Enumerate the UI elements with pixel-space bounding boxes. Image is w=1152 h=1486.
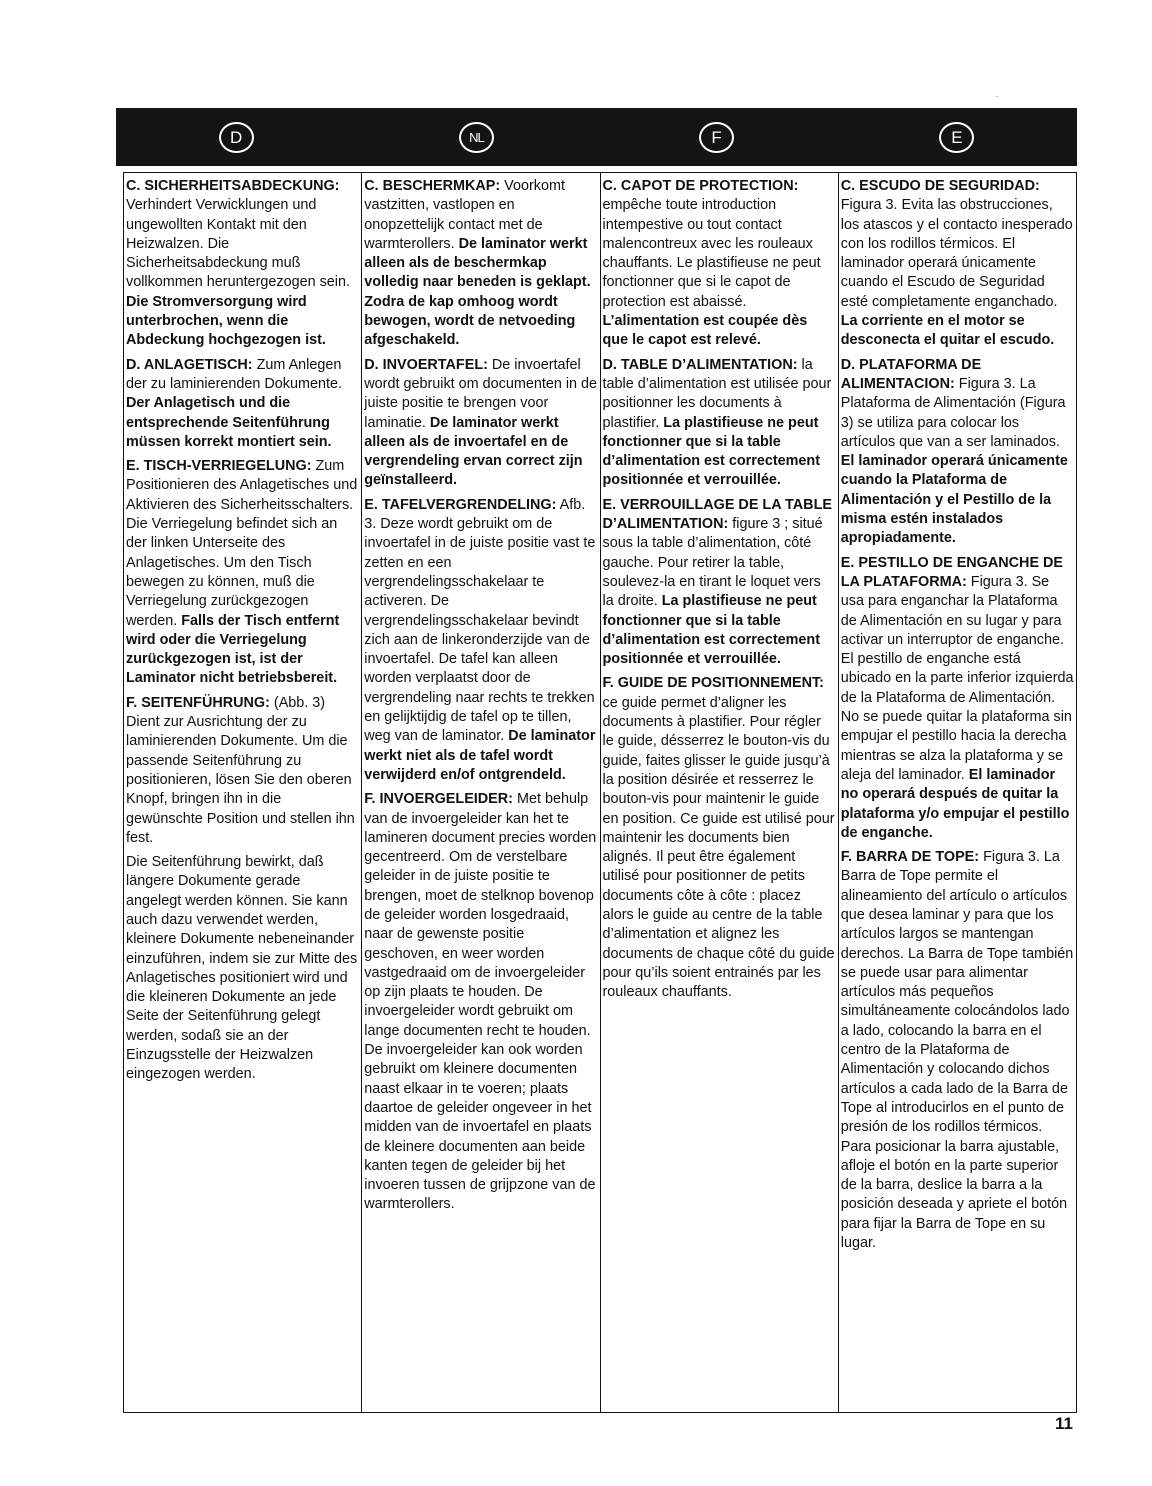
section-f-nl	[364, 790, 597, 1215]
section-warning: La plastifieuse ne peut fonctionner que si la table d’alimentation est correctement positionnée et verrouillée.	[602, 414, 821, 489]
section-text: Zum Positionieren des Anlagetisches und Aktivieren des Sicherheitsschalters. Die Verriegelung befindet sich an der linken Unterseite des Anlagetisches. Um den Tisch bewegen zu können, muß die Verriegelung zurückgezogen werden.	[126, 458, 358, 629]
section-warning: De laminator werkt niet als de tafel wordt verwijderd en/of ontgrendeld.	[364, 728, 596, 783]
page-number: 11	[1055, 1414, 1073, 1433]
column-es	[839, 173, 1076, 1412]
column-de	[124, 173, 362, 1412]
section-heading: C. CAPOT DE PROTECTION:	[602, 178, 799, 194]
section-c-nl	[364, 177, 597, 351]
section-warning: De laminator werkt alleen als de beschermkap volledig naar beneden is geklapt. Zodra de kap omhoog wordt bewogen, wordt de netvoeding afgeschakeld.	[364, 235, 591, 349]
section-heading: F. BARRA DE TOPE:	[840, 849, 980, 866]
section-heading: E. TAFELVERGRENDELING:	[364, 496, 557, 513]
section-warning: La plastifieuse ne peut fonctionner que si la table d’alimentation est correctement positionnée et verrouillée.	[602, 593, 821, 668]
section-text: (Abb. 3) Dient zur Ausrichtung der zu laminierenden Dokumente. Um die passende Seitenführung zu positionieren, lösen Sie den oberen Knopf, bringen ihn in die gewünschte Position und stellen ihn fest.	[126, 694, 355, 846]
section-warning: Der Anlagetisch und die entsprechende Seitenführung müssen korrekt montiert sein.	[126, 395, 332, 450]
section-c-de	[126, 177, 359, 351]
column-nl	[362, 173, 600, 1412]
section-text: Voorkomt vastzitten, vastlopen en onopzettelijk contact met de warmterollers.	[364, 178, 565, 252]
section-warning: L’alimentation est coupée dès que le capot est relevé.	[602, 313, 808, 349]
section-heading: E. TISCH-VERRIEGELUNG:	[126, 458, 312, 475]
section-f-es	[841, 848, 1074, 1253]
section-text: Verhindert Verwicklungen und ungewollten Kontakt mit den Heizwalzen. Die Sicherheitsabdeckung muß vollkommen heruntergezogen sein.	[126, 197, 350, 291]
section-heading: F. INVOERGELEIDER:	[364, 791, 513, 808]
section-warning: Falls der Tisch entfernt wird oder die Verriegelung zurückgezogen ist, ist der Laminator nicht betriebsbereit.	[126, 612, 340, 687]
section-heading: E. VERROUILLAGE DE LA TABLE D’ALIMENTATION:	[602, 496, 832, 533]
section-warning: Die Stromversorgung wird unterbrochen, wenn die Abdeckung hochgezogen ist.	[126, 293, 326, 349]
section-warning: De laminator werkt alleen als de invoertafel en de vergrendeling ervan correct zijn geïnstalleerd.	[364, 414, 583, 489]
section-heading: F. GUIDE DE POSITIONNEMENT:	[602, 675, 824, 692]
section-f-de-continued: Die Seitenführung bewirkt, daß längere Dokumente gerade angelegt werden können. Sie kann auch dazu verwendet werden, kleinere Dokumente nebeneinander einzuführen, indem sie zur Mitte des Anlagetisches positioniert wird und die kleineren Dokumente an jede Seite der Seitenführung gelegt werden, sodaß sie an der Einzugsstelle der Heizwalzen eingezogen werden.	[126, 854, 358, 1083]
section-d-fr	[603, 356, 836, 491]
lang-cell-es	[837, 122, 1077, 153]
section-f-fr	[603, 674, 836, 1002]
column-fr	[601, 173, 839, 1412]
section-heading: E. PESTILLO DE ENGANCHE DE LA PLATAFORMA:	[840, 554, 1064, 590]
section-text: la table d’alimentation est utilisée pour positionner les documents à plastifier.	[602, 356, 832, 431]
section-heading: C. BESCHERMKAP:	[364, 178, 501, 194]
section-heading: D. ANLAGETISCH:	[126, 356, 253, 373]
section-text: Figura 3. La Plataforma de Alimentación (Figura 3) se utiliza para colocar los artículos que van a ser laminados.	[840, 375, 1066, 450]
section-text: Met behulp van de invoergeleider kan het te lamineren document precies worden gecentreerd. Om de verstelbare geleider in de juiste positie te brengen, moet de stelknop bovenop de geleider worden losgedraaid, naar de gewenste positie geschoven, en weer worden vastgedraaid om de invoergeleider op zijn plaats te houden. De invoergeleider wordt gebruikt om lange documenten recht te houden. De invoergeleider kan ook worden gebruikt om kleinere documenten naast elkaar in te voeren; plaats daartoe de geleider ongeveer in het midden van de invoertafel en plaats de kleinere documenten aan beide kanten tegen de geleider bij het invoeren tussen de grijpzone van de warmterollers.	[364, 791, 597, 1213]
section-e-fr	[603, 496, 836, 670]
section-d-es	[841, 356, 1074, 549]
lang-badge-es: E	[939, 122, 974, 153]
section-heading: D. INVOERTAFEL:	[364, 356, 488, 373]
lang-badge-fr: F	[699, 122, 734, 153]
section-text: figure 3 ; situé sous la table d’alimentation, côté gauche. Pour retirer la table, soulevez-la en tirant le loquet vers la droite.	[602, 516, 823, 610]
section-heading: C. SICHERHEITSABDECKUNG:	[126, 178, 340, 194]
section-text: Afb. 3. Deze wordt gebruikt om de invoertafel in de juiste positie vast te zetten en een vergrendelingsschakelaar te activeren. De vergrendelingsschakelaar bevindt zich aan de linkeronderzijde van de invoertafel. De tafel kan alleen worden verplaatst door de vergrendeling naar rechts te trekken en gelijktijdig de tafel op te tillen, weg van de laminator.	[364, 496, 596, 745]
lang-cell-fr	[597, 122, 837, 153]
section-e-es	[841, 554, 1074, 843]
section-c-es	[841, 177, 1074, 351]
section-text: De invoertafel wordt gebruikt om documenten in de juiste positie te brengen voor laminatie.	[364, 356, 598, 431]
lang-cell-nl	[356, 122, 596, 153]
lang-badge-nl: NL	[459, 122, 494, 153]
section-warning: El laminador operará únicamente cuando la Plataforma de Alimentación y el Pestillo de la misma estén instalados apropiadamente.	[840, 453, 1068, 547]
section-heading: D. TABLE D’ALIMENTATION:	[602, 356, 798, 373]
section-e-de	[126, 457, 359, 689]
lang-badge-de: D	[219, 122, 254, 153]
section-c-fr	[603, 177, 836, 351]
section-e-nl	[364, 496, 597, 785]
section-heading: F. SEITENFÜHRUNG:	[126, 694, 270, 711]
scan-speck	[996, 96, 998, 97]
section-text: Figura 3. Se usa para enganchar la Plataforma de Alimentación en su lugar y para activar un interruptor de enganche. El pestillo de enganche está ubicado en la parte inferior izquierda de la Plataforma de Alimentación. No se puede quitar la plataforma sin empujar el pestillo hacia la derecha mientras se alza la plataforma y se aleja del laminador.	[840, 573, 1074, 783]
section-warning: La corriente en el motor se desconecta el quitar el escudo.	[840, 313, 1055, 349]
section-text: ce guide permet d’aligner les documents à plastifier. Pour régler le guide, désserrez le bouton-vis du guide, faites glisser le guide jusqu’à la position désirée et resserrez le bouton-vis pour maintenir le guide en position. Ce guide est utilisé pour maintenir les documents bien alignés. Il peut être également utilisé pour positionner de petits documents côte à côte : placez alors le guide au centre de la table d’alimentation et alignez les documents de chaque côté du guide pour qu’ils soient entrainés par les rouleaux chauffants.	[602, 694, 835, 1001]
section-f-de	[126, 694, 359, 848]
section-heading: D. PLATAFORMA DE ALIMENTACION:	[840, 356, 982, 392]
section-text: Figura 3. La Barra de Tope permite el alineamiento del artículo o artículos que desea laminar y para que los artículos largos se mantengan derechos. La Barra de Tope también se puede usar para alimentar artículos más pequeños simultáneamente colocándolos lado a lado, colocando la barra en el centro de la Plataforma de Alimentación y colocando dichos artículos a cada lado de la Barra de Tope al introducirlos en el punto de presión de los rodillos térmicos. Para posicionar la barra ajustable, afloje el botón en la parte superior de la barra, deslice la barra a la posición deseada y apriete el botón para fijar la Barra de Tope en su lugar.	[840, 849, 1074, 1252]
section-heading: C. ESCUDO DE SEGURIDAD:	[840, 178, 1040, 194]
section-warning: El laminador no operará después de quitar la plataforma y/o empujar el pestillo de enganche.	[840, 766, 1070, 841]
section-text: empêche toute introduction intempestive ou tout contact malencontreux avec les rouleaux chauffants. Le plastifieuse ne peut fonctionner que si le capot de protection est abaissé.	[602, 197, 821, 310]
section-text: Zum Anlegen der zu laminierenden Dokumente.	[126, 356, 342, 392]
lang-cell-de	[116, 122, 356, 153]
language-banner	[116, 108, 1077, 166]
section-d-de	[126, 356, 359, 452]
text-columns	[123, 172, 1077, 1413]
section-d-nl	[364, 356, 597, 491]
section-text: Figura 3. Evita las obstrucciones, los atascos y el contacto inesperado con los rodillos térmicos. El laminador operará únicamente cuando el Escudo de Seguridad esté completamente enganchado.	[840, 197, 1073, 310]
